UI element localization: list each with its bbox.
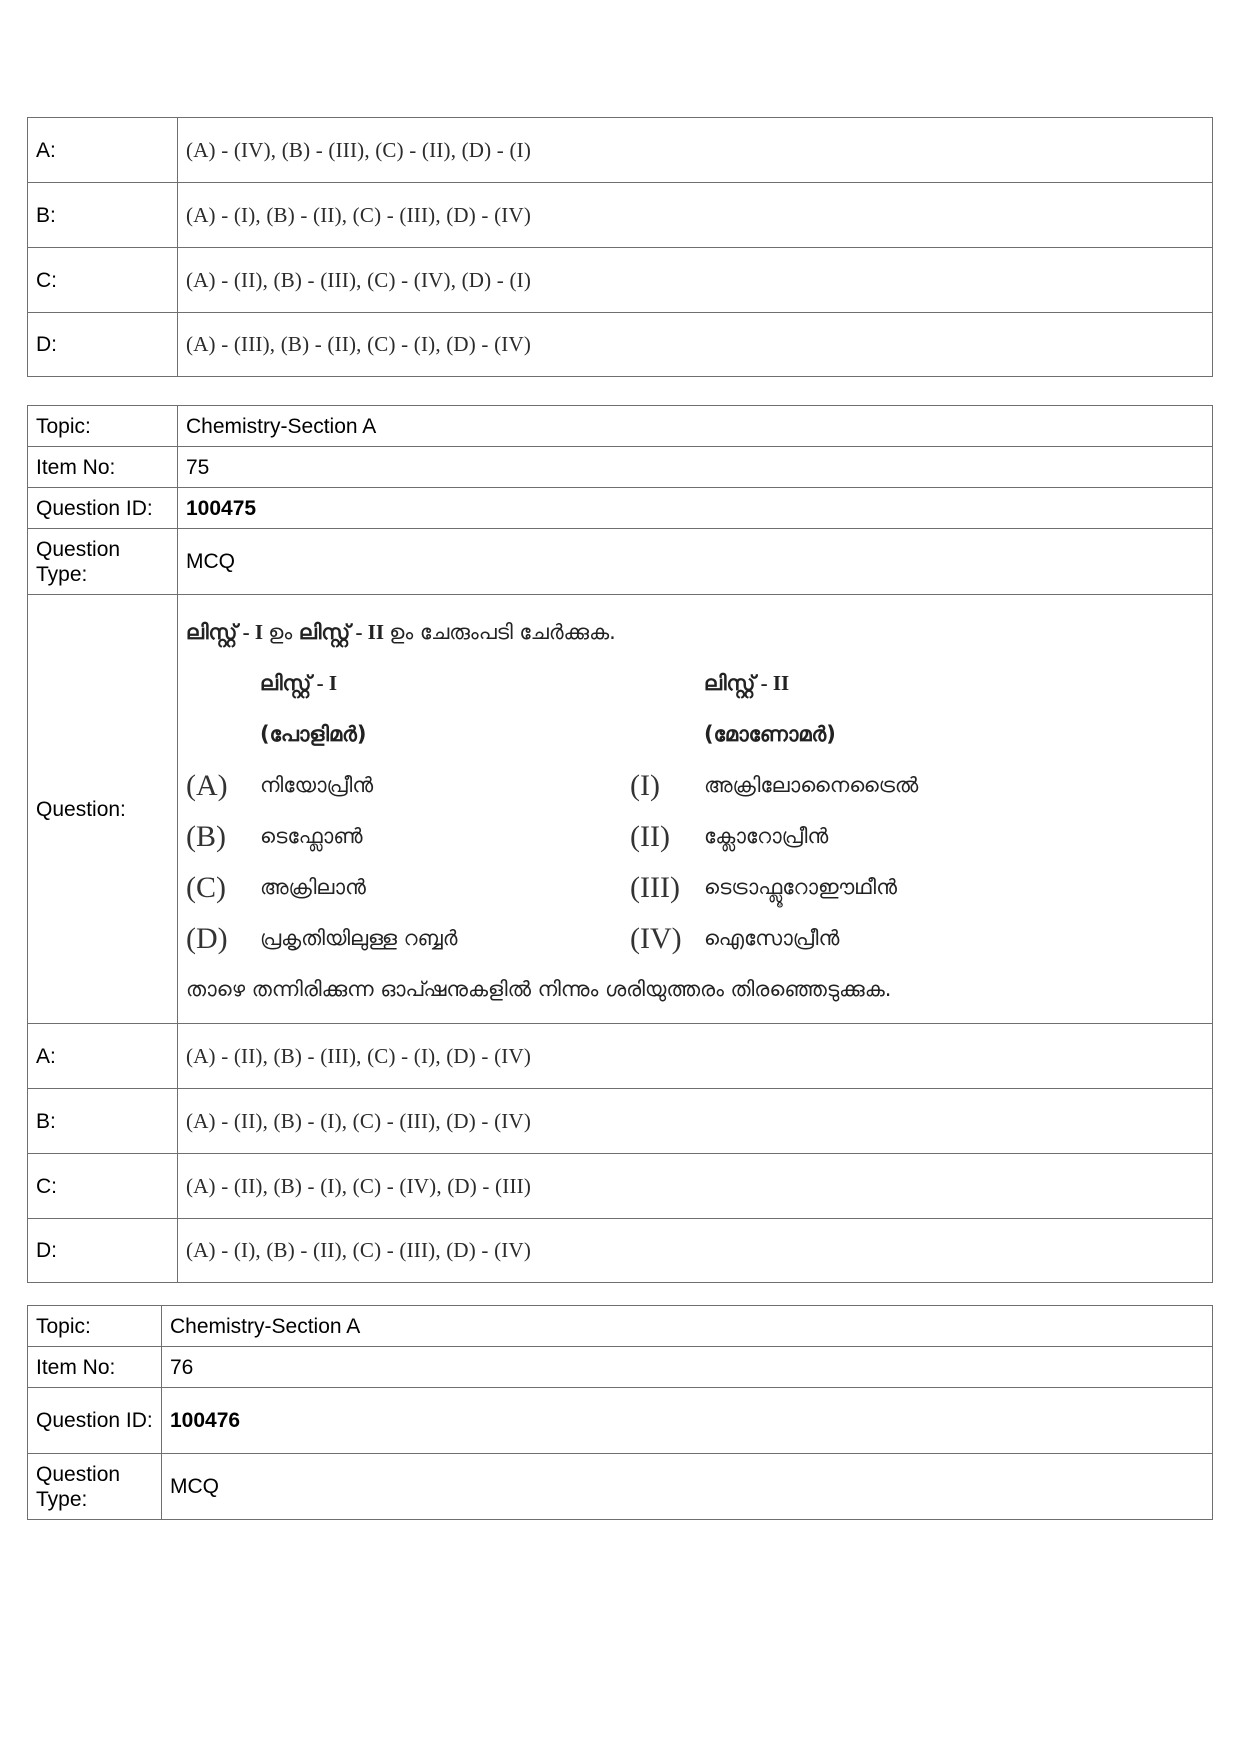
option-text: (A) - (I), (B) - (II), (C) - (III), (D) - (IV) — [178, 1219, 1213, 1283]
question-id-label: Question ID: — [28, 488, 178, 529]
row-marker-left: (A) — [186, 769, 228, 802]
row-marker-left: (D) — [186, 922, 228, 955]
row-marker-right: (I) — [630, 769, 660, 802]
topic-value: Chemistry-Section A — [162, 1306, 1213, 1347]
question-table-75 — [27, 405, 1213, 1283]
question-footer: താഴെ തന്നിരിക്കുന്ന ഓപ്ഷനുകളിൽ നിന്നും ശരിയുത്തരം തിരഞ്ഞെടുക്കുക. — [186, 977, 892, 1001]
question-type-value: MCQ — [162, 1454, 1213, 1520]
options-table-prev — [27, 117, 1213, 377]
question-body — [178, 595, 1213, 1024]
list2-word: ലിസ്റ്റ് — [704, 671, 756, 695]
option-text: (A) - (IV), (B) - (III), (C) - (II), (D) - (I) — [178, 118, 1213, 183]
match-row — [186, 760, 1204, 811]
option-text: (A) - (II), (B) - (I), (C) - (IV), (D) - (III) — [178, 1154, 1213, 1219]
match-row — [186, 811, 1204, 862]
item-no-label: Item No: — [28, 1347, 162, 1388]
match-row — [186, 862, 1204, 913]
intro-text: ഉം ചേരുംപടി ചേർക്കുക. — [389, 620, 616, 644]
list-number: - I — [237, 620, 269, 644]
match-row — [186, 913, 1204, 964]
monomer-name: അക്രിലോനൈട്രൈൽ — [704, 773, 919, 797]
list1-number: - I — [311, 671, 337, 695]
topic-label: Topic: — [28, 1306, 162, 1347]
list-word: ലിസ്റ്റ് — [186, 620, 238, 644]
list-number: - II — [350, 620, 390, 644]
intro-text: ഉം — [268, 620, 299, 644]
option-text: (A) - (II), (B) - (III), (C) - (IV), (D) - (I) — [178, 248, 1213, 313]
item-no-value: 76 — [162, 1347, 1213, 1388]
list1-subheading: (പോളിമർ) — [260, 722, 367, 746]
question-type-label: Question Type: — [28, 1454, 162, 1520]
option-key: C: — [28, 1154, 178, 1219]
polymer-name: അക്രിലാൻ — [260, 875, 366, 899]
polymer-name: പ്രകൃതിയിലുള്ള റബ്ബർ — [260, 926, 458, 950]
question-id-value: 100475 — [178, 488, 1213, 529]
topic-label: Topic: — [28, 406, 178, 447]
option-key: C: — [28, 248, 178, 313]
monomer-name: ഐസോപ്രീൻ — [704, 926, 840, 950]
topic-value: Chemistry-Section A — [178, 406, 1213, 447]
option-key: D: — [28, 313, 178, 377]
list-word: ലിസ്റ്റ് — [298, 620, 351, 644]
question-intro — [186, 607, 1204, 658]
option-key: D: — [28, 1219, 178, 1283]
row-marker-right: (II) — [630, 820, 670, 853]
question-label: Question: — [28, 595, 178, 1024]
question-table-76 — [27, 1305, 1213, 1520]
list2-heading — [704, 658, 1204, 709]
row-marker-left: (C) — [186, 871, 226, 904]
row-marker-left: (B) — [186, 820, 226, 853]
question-type-value: MCQ — [178, 529, 1213, 595]
option-key: A: — [28, 118, 178, 183]
row-marker-right: (III) — [630, 871, 680, 904]
item-no-label: Item No: — [28, 447, 178, 488]
option-text: (A) - (II), (B) - (III), (C) - (I), (D) - (IV) — [178, 1024, 1213, 1089]
list1-heading — [260, 658, 630, 709]
question-id-label: Question ID: — [28, 1388, 162, 1454]
monomer-name: ടെട്രാഫ്ലൂറോഈഥീൻ — [704, 875, 897, 899]
list-subheadings — [186, 709, 1204, 760]
option-key: B: — [28, 1089, 178, 1154]
question-id-value: 100476 — [162, 1388, 1213, 1454]
option-key: A: — [28, 1024, 178, 1089]
list1-word: ലിസ്റ്റ് — [260, 671, 312, 695]
question-type-label: Question Type: — [28, 529, 178, 595]
option-key: B: — [28, 183, 178, 248]
polymer-name: ടെഫ്ലോൺ — [260, 824, 363, 848]
polymer-name: നിയോപ്രീൻ — [260, 773, 374, 797]
item-no-value: 75 — [178, 447, 1213, 488]
monomer-name: ക്ലോറോപ്രീൻ — [704, 824, 829, 848]
list2-subheading: (മോണോമർ) — [704, 722, 836, 746]
option-text: (A) - (III), (B) - (II), (C) - (I), (D) - (IV) — [178, 313, 1213, 377]
list-headings — [186, 658, 1204, 709]
option-text: (A) - (I), (B) - (II), (C) - (III), (D) - (IV) — [178, 183, 1213, 248]
row-marker-right: (IV) — [630, 922, 682, 955]
list2-number: - II — [755, 671, 790, 695]
option-text: (A) - (II), (B) - (I), (C) - (III), (D) - (IV) — [178, 1089, 1213, 1154]
